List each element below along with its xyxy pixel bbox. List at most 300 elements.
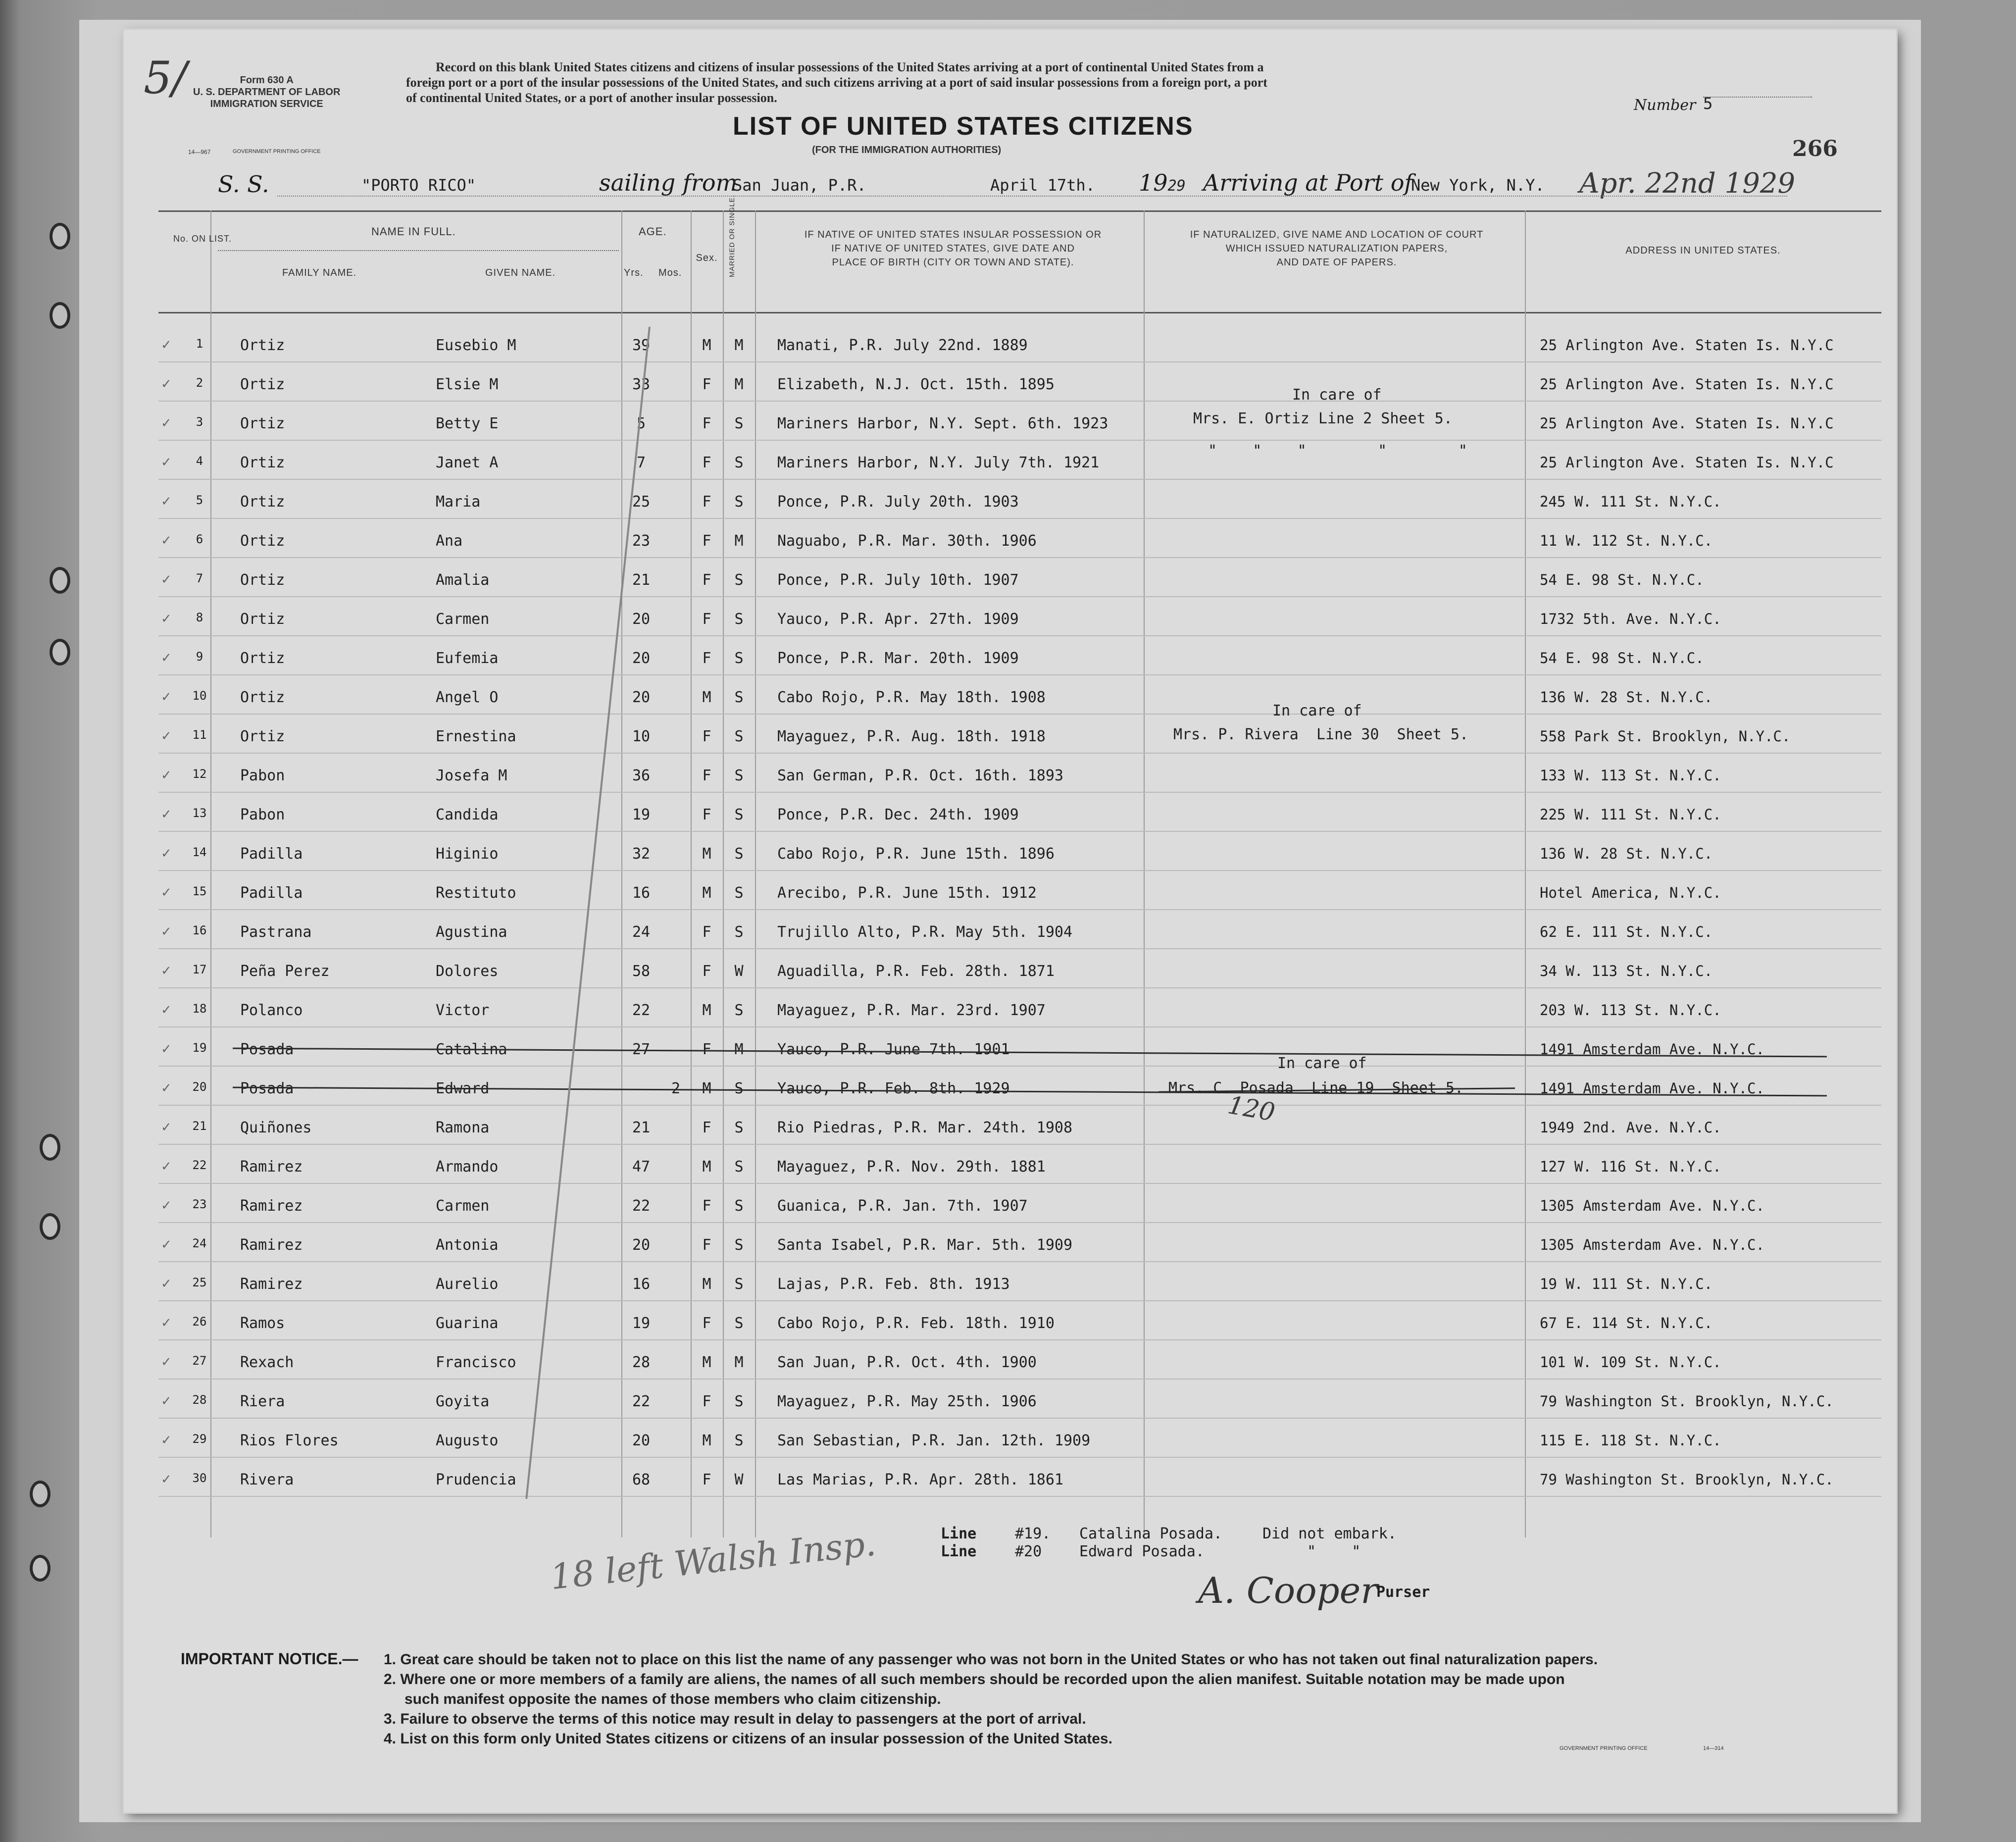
row-ms: S: [734, 767, 744, 784]
footer-line-label: Line: [941, 1525, 977, 1542]
row-birth: Aguadilla, P.R. Feb. 28th. 1871: [777, 963, 1055, 980]
row-rule: [158, 792, 1881, 793]
row-birth: Cabo Rojo, P.R. May 18th. 1908: [777, 689, 1046, 706]
header-married-single: MARRIED OR SINGLE.: [728, 195, 736, 277]
row-birth: Ponce, P.R. July 20th. 1903: [777, 493, 1019, 511]
arrival-date: Apr. 22nd 1929: [1579, 167, 1795, 200]
row-yrs: 22: [632, 1197, 651, 1215]
care-note-3-detail: Mrs. C. Posada Line 19 Sheet 5.: [1168, 1079, 1464, 1097]
binder-hole: [50, 567, 70, 594]
row-rule: [158, 440, 1881, 441]
row-family: Ramirez: [240, 1158, 303, 1176]
row-family: Ramirez: [240, 1236, 303, 1254]
row-yrs: 22: [632, 1393, 651, 1410]
row-address: 25 Arlington Ave. Staten Is. N.Y.C: [1540, 454, 1834, 471]
row-family: Quiñones: [240, 1119, 312, 1136]
row-sex: F: [702, 728, 711, 745]
row-no: 25: [192, 1276, 207, 1289]
check-mark: ✓: [161, 455, 172, 470]
row-sex: M: [702, 1432, 711, 1449]
row-ms: S: [734, 1432, 744, 1449]
row-yrs: 32: [632, 845, 651, 863]
row-yrs: 28: [632, 1354, 651, 1371]
row-birth: Ponce, P.R. Dec. 24th. 1909: [777, 806, 1019, 823]
row-no: 5: [196, 493, 203, 507]
inspector-signature: 18 left Walsh Insp.: [548, 1523, 878, 1598]
header-given-name: GIVEN NAME.: [485, 267, 556, 278]
check-mark: ✓: [161, 1003, 172, 1018]
row-given: Dolores: [436, 963, 499, 980]
row-given: Goyita: [436, 1393, 490, 1410]
row-family: Pabon: [240, 806, 285, 823]
row-no: 16: [192, 923, 207, 937]
arrival-port: New York, N.Y.: [1411, 176, 1545, 195]
binder-hole: [30, 1481, 50, 1507]
row-yrs: 33: [632, 376, 651, 393]
row-no: 30: [192, 1471, 207, 1485]
header-age: AGE.: [639, 225, 667, 238]
corner-annotation: 5/: [144, 52, 187, 104]
row-given: Carmen: [436, 1197, 490, 1215]
row-address: 558 Park St. Brooklyn, N.Y.C.: [1540, 728, 1791, 745]
row-address: 136 W. 28 St. N.Y.C.: [1540, 689, 1713, 706]
row-birth: San Juan, P.R. Oct. 4th. 1900: [777, 1354, 1037, 1371]
row-family: Peña Perez: [240, 963, 330, 980]
footer-line-number: #20: [1015, 1543, 1042, 1560]
row-sex: M: [702, 689, 711, 706]
row-birth: Santa Isabel, P.R. Mar. 5th. 1909: [777, 1236, 1073, 1254]
notice-label: IMPORTANT NOTICE.—: [181, 1650, 358, 1668]
row-sex: F: [702, 923, 711, 941]
row-sex: F: [702, 611, 711, 628]
ship-line-rule: [277, 196, 1787, 197]
row-rule: [158, 1144, 1881, 1145]
row-given: Francisco: [436, 1354, 516, 1371]
row-rule: [158, 596, 1881, 597]
row-ms: M: [734, 1041, 744, 1058]
row-ms: S: [734, 1276, 744, 1293]
row-yrs: 20: [632, 611, 651, 628]
row-ms: W: [734, 963, 744, 980]
row-yrs: 58: [632, 963, 651, 980]
row-yrs: 7: [636, 454, 646, 471]
check-mark: ✓: [161, 1237, 172, 1252]
care-note-3-annotation: 120: [1225, 1090, 1277, 1127]
row-sex: M: [702, 1354, 711, 1371]
row-yrs: 22: [632, 1002, 651, 1019]
row-birth: Rio Piedras, P.R. Mar. 24th. 1908: [777, 1119, 1073, 1136]
row-family: Rios Flores: [240, 1432, 339, 1449]
row-family: Ortiz: [240, 650, 285, 667]
row-family: Riera: [240, 1393, 285, 1410]
row-ms: S: [734, 1197, 744, 1215]
row-yrs: 19: [632, 806, 651, 823]
row-rule: [158, 479, 1881, 480]
row-given: Ernestina: [436, 728, 516, 745]
row-birth: Mariners Harbor, N.Y. July 7th. 1921: [777, 454, 1100, 471]
ship-name: "PORTO RICO": [361, 176, 476, 195]
row-sex: F: [702, 1197, 711, 1215]
row-given: Ramona: [436, 1119, 490, 1136]
row-sex: F: [702, 376, 711, 393]
check-mark: ✓: [161, 964, 172, 978]
row-birth: Las Marias, P.R. Apr. 28th. 1861: [777, 1471, 1063, 1488]
row-yrs: 36: [632, 767, 651, 784]
row-no: 15: [192, 884, 207, 898]
row-ms: S: [734, 923, 744, 941]
row-family: Ortiz: [240, 689, 285, 706]
row-family: Ortiz: [240, 611, 285, 628]
row-address: 1305 Amsterdam Ave. N.Y.C.: [1540, 1236, 1764, 1253]
row-rule: [158, 1222, 1881, 1223]
row-sex: F: [702, 1236, 711, 1254]
row-ms: S: [734, 493, 744, 511]
col-divider: [755, 210, 756, 1537]
arriving-label: Arriving at Port of: [1203, 169, 1413, 196]
row-sex: M: [702, 337, 711, 354]
row-yrs: 5: [636, 415, 646, 432]
row-family: Ortiz: [240, 376, 285, 393]
row-birth: Mayaguez, P.R. Nov. 29th. 1881: [777, 1158, 1046, 1176]
row-ms: M: [734, 376, 744, 393]
row-family: Ortiz: [240, 337, 285, 354]
row-birth: Yauco, P.R. Feb. 8th. 1929: [777, 1080, 1010, 1097]
row-no: 24: [192, 1236, 207, 1250]
row-given: Carmen: [436, 611, 490, 628]
row-given: Angel O: [436, 689, 499, 706]
row-address: 245 W. 111 St. N.Y.C.: [1540, 493, 1721, 510]
row-address: 1732 5th. Ave. N.Y.C.: [1540, 611, 1721, 627]
row-given: Maria: [436, 493, 481, 511]
check-mark: ✓: [161, 1081, 172, 1096]
row-no: 18: [192, 1002, 207, 1016]
row-ms: S: [734, 806, 744, 823]
purser-signature: A. Cooper: [1198, 1570, 1378, 1611]
binder-hole: [30, 1555, 50, 1582]
row-ms: S: [734, 1236, 744, 1254]
manifest-sheet: [124, 30, 1896, 1812]
row-ms: S: [734, 884, 744, 902]
row-no: 27: [192, 1354, 207, 1368]
row-yrs: 68: [632, 1471, 651, 1488]
row-sex: M: [702, 1276, 711, 1293]
check-mark: ✓: [161, 924, 172, 939]
page-subtitle: (FOR THE IMMIGRATION AUTHORITIES): [812, 145, 1002, 155]
header-sex: Sex.: [696, 253, 718, 263]
care-note-1-heading: In care of: [1292, 386, 1382, 404]
header-no-on-list: No. ON LIST.: [173, 234, 232, 244]
row-sex: F: [702, 532, 711, 550]
row-given: Agustina: [436, 923, 507, 941]
row-address: 79 Washington St. Brooklyn, N.Y.C.: [1540, 1471, 1834, 1488]
row-given: Janet A: [436, 454, 499, 471]
row-sex: F: [702, 963, 711, 980]
row-yrs: 24: [632, 923, 651, 941]
row-ms: S: [734, 454, 744, 471]
row-birth: Ponce, P.R. Mar. 20th. 1909: [777, 650, 1019, 667]
row-sex: F: [702, 493, 711, 511]
row-ms: S: [734, 1119, 744, 1136]
row-family: Padilla: [240, 845, 303, 863]
row-given: Josefa M: [436, 767, 507, 784]
row-family: Ramirez: [240, 1276, 303, 1293]
footer-line-ditto: " ": [1307, 1543, 1361, 1560]
row-address: 1305 Amsterdam Ave. N.Y.C.: [1540, 1197, 1764, 1214]
row-sex: M: [702, 845, 711, 863]
footer-line-label: Line: [941, 1543, 977, 1560]
number-line: [1703, 97, 1812, 98]
row-family: Polanco: [240, 1002, 303, 1019]
row-address: 203 W. 113 St. N.Y.C.: [1540, 1002, 1721, 1019]
row-address: 67 E. 114 St. N.Y.C.: [1540, 1315, 1713, 1331]
row-no: 1: [196, 337, 203, 351]
row-no: 8: [196, 611, 203, 624]
row-yrs: 19: [632, 1315, 651, 1332]
col-divider: [723, 210, 724, 1537]
row-address: 25 Arlington Ave. Staten Is. N.Y.C: [1540, 415, 1834, 432]
header-naturalized: IF NATURALIZED, GIVE NAME AND LOCATION OF COURT WHICH ISSUED NATURALIZATION PAPERS, AND DATE OF PAPERS.: [1190, 229, 1484, 268]
check-mark: ✓: [161, 572, 172, 587]
col-divider: [1525, 210, 1526, 1537]
row-birth: Yauco, P.R. Apr. 27th. 1909: [777, 611, 1019, 628]
row-sex: F: [702, 806, 711, 823]
row-sex: F: [702, 1471, 711, 1488]
check-mark: ✓: [161, 846, 172, 861]
number-label: Number: [1634, 97, 1696, 114]
check-mark: ✓: [161, 494, 172, 509]
care-note-2-detail: Mrs. P. Rivera Line 30 Sheet 5.: [1173, 726, 1469, 743]
row-given: Aurelio: [436, 1276, 499, 1293]
check-mark: ✓: [161, 416, 172, 431]
col-divider: [621, 210, 622, 1537]
row-no: 22: [192, 1158, 207, 1172]
row-rule: [158, 674, 1881, 675]
check-mark: ✓: [161, 1198, 172, 1213]
row-rule: [158, 1457, 1881, 1458]
row-no: 7: [196, 571, 203, 585]
row-given: Victor: [436, 1002, 490, 1019]
row-no: 28: [192, 1393, 207, 1407]
row-family: Ortiz: [240, 454, 285, 471]
row-given: Amalia: [436, 571, 490, 589]
check-mark: ✓: [161, 1042, 172, 1057]
row-sex: M: [702, 1002, 711, 1019]
row-birth: Naguabo, P.R. Mar. 30th. 1906: [777, 532, 1037, 550]
header-name-in-full: NAME IN FULL.: [371, 225, 456, 238]
row-birth: Arecibo, P.R. June 15th. 1912: [777, 884, 1037, 902]
header-mos: Mos.: [658, 267, 682, 278]
notice-items: 1. Great care should be taken not to place on this list the name of any passenger who was not born in the United States or who has not taken out final naturalization papers. 2. Where one or more members of a family are aliens, the names of all such members should be recorded upon the alien manifest. Suitable notation may be made upon such manifest opposite the names of those members who claim citizenship. 3. Failure to observe the terms of this notice may result in delay to passengers at the port of arrival. 4. List on this form only United States citizens or citizens of an insular possession of the United States.: [384, 1651, 1598, 1747]
row-rule: [158, 987, 1881, 988]
row-sex: M: [702, 884, 711, 902]
row-rule: [158, 870, 1881, 871]
row-family: Ortiz: [240, 415, 285, 432]
header-family-name: FAMILY NAME.: [282, 267, 357, 278]
row-family: Posada: [240, 1080, 294, 1097]
row-given: Augusto: [436, 1432, 499, 1449]
row-address: 133 W. 113 St. N.Y.C.: [1540, 767, 1721, 784]
col-divider: [691, 210, 692, 1537]
row-family: Rivera: [240, 1471, 294, 1488]
check-mark: ✓: [161, 651, 172, 665]
row-rule: [158, 1300, 1881, 1301]
row-rule: [158, 1261, 1881, 1262]
footer-line-name: Edward Posada.: [1079, 1543, 1205, 1560]
check-mark: ✓: [161, 338, 172, 353]
check-mark: ✓: [161, 1159, 172, 1174]
row-no: 13: [192, 806, 207, 820]
row-given: Catalina: [436, 1041, 507, 1058]
row-no: 2: [196, 376, 203, 390]
check-mark: ✓: [161, 885, 172, 900]
row-yrs: 20: [632, 1432, 651, 1449]
row-no: 20: [192, 1080, 207, 1094]
row-address: 25 Arlington Ave. Staten Is. N.Y.C: [1540, 337, 1834, 354]
row-rule: [158, 518, 1881, 519]
row-no: 12: [192, 767, 207, 781]
row-rule: [158, 948, 1881, 949]
row-no: 4: [196, 454, 203, 468]
page-title: LIST OF UNITED STATES CITIZENS: [733, 112, 1194, 141]
row-ms: S: [734, 1158, 744, 1176]
care-note-2-heading: In care of: [1272, 702, 1362, 719]
ss-label: S. S.: [218, 171, 269, 198]
row-address: Hotel America, N.Y.C.: [1540, 884, 1721, 901]
row-sex: M: [702, 1158, 711, 1176]
row-birth: San German, P.R. Oct. 16th. 1893: [777, 767, 1063, 784]
row-sex: M: [702, 1080, 711, 1097]
binder-hole: [50, 639, 70, 665]
row-given: Eusebio M: [436, 337, 516, 354]
row-rule: [158, 1418, 1881, 1419]
sailing-from: San Juan, P.R.: [733, 176, 866, 195]
row-yrs: 21: [632, 571, 651, 589]
row-ms: S: [734, 650, 744, 667]
row-birth: Cabo Rojo, P.R. June 15th. 1896: [777, 845, 1055, 863]
row-yrs: 27: [632, 1041, 651, 1058]
row-address: 79 Washington St. Brooklyn, N.Y.C.: [1540, 1393, 1834, 1410]
binder-hole: [50, 302, 70, 329]
row-given: Antonia: [436, 1236, 499, 1254]
check-mark: ✓: [161, 612, 172, 626]
binder-hole: [50, 223, 70, 250]
row-rule: [158, 1339, 1881, 1340]
table-header-rule: [158, 312, 1881, 313]
row-address: 62 E. 111 St. N.Y.C.: [1540, 923, 1713, 940]
row-rule: [158, 1183, 1881, 1184]
row-ms: S: [734, 1080, 744, 1097]
form-printer: GOVERNMENT PRINTING OFFICE: [233, 149, 321, 154]
row-rule: [158, 635, 1881, 636]
row-no: 17: [192, 963, 207, 976]
row-no: 19: [192, 1041, 207, 1055]
check-mark: ✓: [161, 1433, 172, 1448]
row-no: 11: [192, 728, 207, 742]
gpo-footer: GOVERNMENT PRINTING OFFICE: [1560, 1745, 1648, 1751]
row-given: Edward: [436, 1080, 490, 1097]
row-ms: S: [734, 1002, 744, 1019]
header-rule: [218, 250, 619, 251]
sailing-date: April 17th.: [990, 176, 1095, 195]
row-address: 19 W. 111 St. N.Y.C.: [1540, 1276, 1713, 1292]
check-mark: ✓: [161, 1472, 172, 1487]
row-yrs: 20: [632, 1236, 651, 1254]
row-birth: San Sebastian, P.R. Jan. 12th. 1909: [777, 1432, 1091, 1449]
row-ms: S: [734, 728, 744, 745]
row-no: 23: [192, 1197, 207, 1211]
row-birth: Mariners Harbor, N.Y. Sept. 6th. 1923: [777, 415, 1109, 432]
record-instructions: Record on this blank United States citizens and citizens of insular possessions of the United States arriving at a port of continental United States from a foreign port or a port of the insular possessions of the United States, and such citizens arriving at a port of said insular possessions from a foreign port, a port of continental United States, or a port of another insular possession.: [406, 60, 1267, 105]
check-mark: ✓: [161, 1316, 172, 1330]
row-ms: S: [734, 611, 744, 628]
row-yrs: 39: [632, 337, 651, 354]
row-given: Prudencia: [436, 1471, 516, 1488]
row-sex: F: [702, 1393, 711, 1410]
row-sex: F: [702, 571, 711, 589]
row-family: Ortiz: [240, 493, 285, 511]
row-sex: F: [702, 767, 711, 784]
row-rule: [158, 831, 1881, 832]
row-ms: M: [734, 1354, 744, 1371]
row-given: Candida: [436, 806, 499, 823]
check-mark: ✓: [161, 1120, 172, 1135]
row-yrs: 20: [632, 650, 651, 667]
row-ms: S: [734, 415, 744, 432]
row-given: Ana: [436, 532, 463, 550]
form-id: Form 630 A U. S. DEPARTMENT OF LABOR IMMIGRATION SERVICE: [193, 75, 341, 109]
row-birth: Mayaguez, P.R. Aug. 18th. 1918: [777, 728, 1046, 745]
row-given: Armando: [436, 1158, 499, 1176]
row-yrs: 25: [632, 493, 651, 511]
check-mark: ✓: [161, 690, 172, 705]
row-sex: F: [702, 454, 711, 471]
row-ms: S: [734, 845, 744, 863]
check-mark: ✓: [161, 1277, 172, 1291]
row-no: 14: [192, 845, 207, 859]
header-yrs: Yrs.: [624, 267, 644, 278]
care-note-1-ditto: " " " " ": [1208, 442, 1467, 460]
row-family: Ortiz: [240, 571, 285, 589]
care-note-3-heading: In care of: [1277, 1055, 1367, 1072]
row-rule: [158, 1026, 1881, 1027]
row-birth: Lajas, P.R. Feb. 8th. 1913: [777, 1276, 1010, 1293]
footer-line-number: #19.: [1015, 1525, 1051, 1542]
check-mark: ✓: [161, 533, 172, 548]
check-mark: ✓: [161, 377, 172, 392]
header-address: ADDRESS IN UNITED STATES.: [1625, 245, 1781, 256]
row-rule: [158, 753, 1881, 754]
row-rule: [158, 401, 1881, 402]
row-birth: Mayaguez, P.R. May 25th. 1906: [777, 1393, 1037, 1410]
row-yrs: 16: [632, 884, 651, 902]
row-address: 25 Arlington Ave. Staten Is. N.Y.C: [1540, 376, 1834, 393]
row-rule: [158, 557, 1881, 558]
row-family: Padilla: [240, 884, 303, 902]
row-family: Pastrana: [240, 923, 312, 941]
row-given: Restituto: [436, 884, 516, 902]
row-given: Betty E: [436, 415, 499, 432]
row-given: Higinio: [436, 845, 499, 863]
row-rule: [158, 1379, 1881, 1380]
col-divider: [1144, 210, 1145, 1537]
binder-hole: [40, 1213, 60, 1240]
row-mos: 2: [671, 1080, 681, 1097]
row-sex: F: [702, 1315, 711, 1332]
row-address: 54 E. 98 St. N.Y.C.: [1540, 650, 1704, 666]
row-given: Guarina: [436, 1315, 499, 1332]
row-yrs: 20: [632, 689, 651, 706]
check-mark: ✓: [161, 1355, 172, 1370]
